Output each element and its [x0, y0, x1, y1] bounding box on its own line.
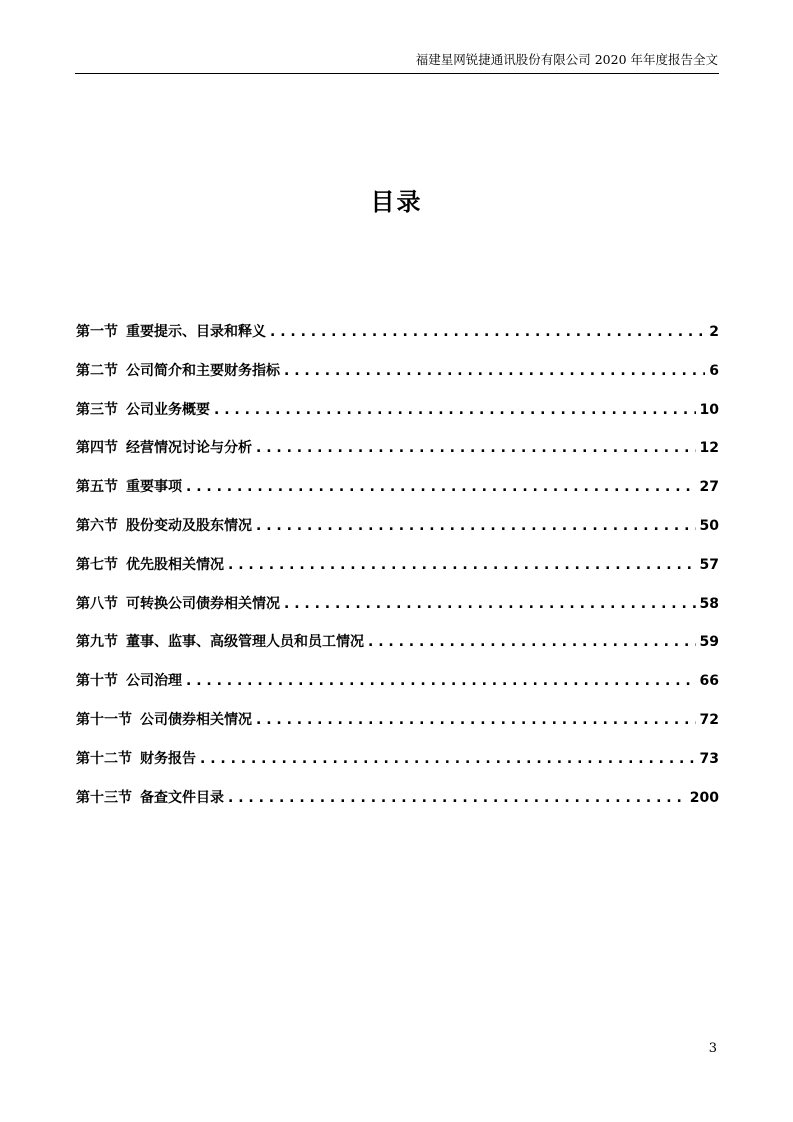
toc-leader-dots — [186, 671, 696, 691]
footer-page-number: 3 — [708, 1041, 717, 1056]
page-title: 目录 — [370, 188, 423, 216]
toc-section-number: 第八节 — [76, 595, 118, 612]
toc-leader-dots — [228, 555, 696, 575]
toc-page-number: 200 — [689, 789, 719, 806]
document-header: 福建星网锐捷通讯股份有限公司 2020 年年度报告全文 — [415, 52, 718, 67]
toc-entry[interactable] — [76, 555, 719, 594]
toc-section-name: 财务报告 — [140, 750, 196, 767]
toc-leader-dots — [284, 361, 705, 381]
toc-entry[interactable] — [76, 322, 719, 361]
toc-entry[interactable] — [76, 438, 719, 477]
toc-section-name: 可转换公司债券相关情况 — [126, 595, 280, 612]
toc-section-name: 优先股相关情况 — [126, 556, 224, 573]
toc-leader-dots — [214, 400, 696, 420]
toc-entry[interactable] — [76, 788, 719, 827]
toc-section-number: 第七节 — [76, 556, 118, 573]
toc-entry[interactable] — [76, 710, 719, 749]
toc-entry[interactable] — [76, 361, 719, 400]
toc-page-number: 27 — [699, 479, 719, 496]
toc-section-number: 第九节 — [76, 634, 118, 651]
header-divider — [75, 73, 719, 74]
toc-section-name: 经营情况讨论与分析 — [126, 440, 252, 457]
toc-leader-dots — [368, 632, 696, 652]
table-of-contents — [76, 322, 719, 826]
toc-section-number: 第十三节 — [76, 789, 132, 806]
toc-page-number: 10 — [699, 401, 719, 418]
toc-page-number: 57 — [699, 556, 719, 573]
toc-section-name: 公司治理 — [126, 673, 182, 690]
toc-section-name: 备查文件目录 — [140, 789, 224, 806]
toc-leader-dots — [186, 477, 696, 497]
toc-entry[interactable] — [76, 749, 719, 788]
toc-page-number: 12 — [699, 440, 719, 457]
toc-page-number: 72 — [699, 711, 719, 728]
toc-leader-dots — [200, 749, 696, 769]
toc-entry[interactable] — [76, 594, 719, 633]
toc-leader-dots — [284, 594, 696, 614]
toc-section-name: 重要事项 — [126, 479, 182, 496]
toc-page-number: 73 — [699, 750, 719, 767]
toc-entry[interactable] — [76, 477, 719, 516]
toc-section-name: 公司业务概要 — [126, 401, 210, 418]
toc-section-number: 第三节 — [76, 401, 118, 418]
toc-leader-dots — [256, 438, 696, 458]
toc-page-number: 58 — [699, 595, 719, 612]
toc-page-number: 2 — [709, 324, 719, 340]
toc-section-number: 第五节 — [76, 479, 118, 496]
toc-section-name: 公司简介和主要财务指标 — [126, 362, 280, 379]
toc-section-number: 第二节 — [76, 362, 118, 379]
toc-leader-dots — [256, 710, 696, 730]
toc-page-number: 66 — [699, 673, 719, 690]
toc-section-number: 第四节 — [76, 440, 118, 457]
toc-section-number: 第十一节 — [76, 711, 132, 728]
toc-entry[interactable] — [76, 632, 719, 671]
toc-page-number: 59 — [699, 634, 719, 651]
toc-leader-dots — [228, 788, 686, 808]
toc-page-number: 6 — [709, 362, 719, 379]
toc-section-number: 第十节 — [76, 673, 118, 690]
toc-section-number: 第六节 — [76, 517, 118, 534]
toc-section-number: 第十二节 — [76, 750, 132, 767]
toc-leader-dots — [256, 516, 696, 536]
toc-section-name: 重要提示、目录和释义 — [126, 324, 266, 340]
toc-leader-dots — [270, 322, 705, 342]
toc-entry[interactable] — [76, 671, 719, 710]
toc-section-name: 董事、监事、高级管理人员和员工情况 — [126, 634, 364, 651]
toc-entry[interactable] — [76, 400, 719, 439]
toc-section-name: 公司债券相关情况 — [140, 711, 252, 728]
toc-entry[interactable] — [76, 516, 719, 555]
toc-section-name: 股份变动及股东情况 — [126, 517, 252, 534]
toc-section-number: 第一节 — [76, 324, 118, 340]
toc-page-number: 50 — [699, 517, 719, 534]
